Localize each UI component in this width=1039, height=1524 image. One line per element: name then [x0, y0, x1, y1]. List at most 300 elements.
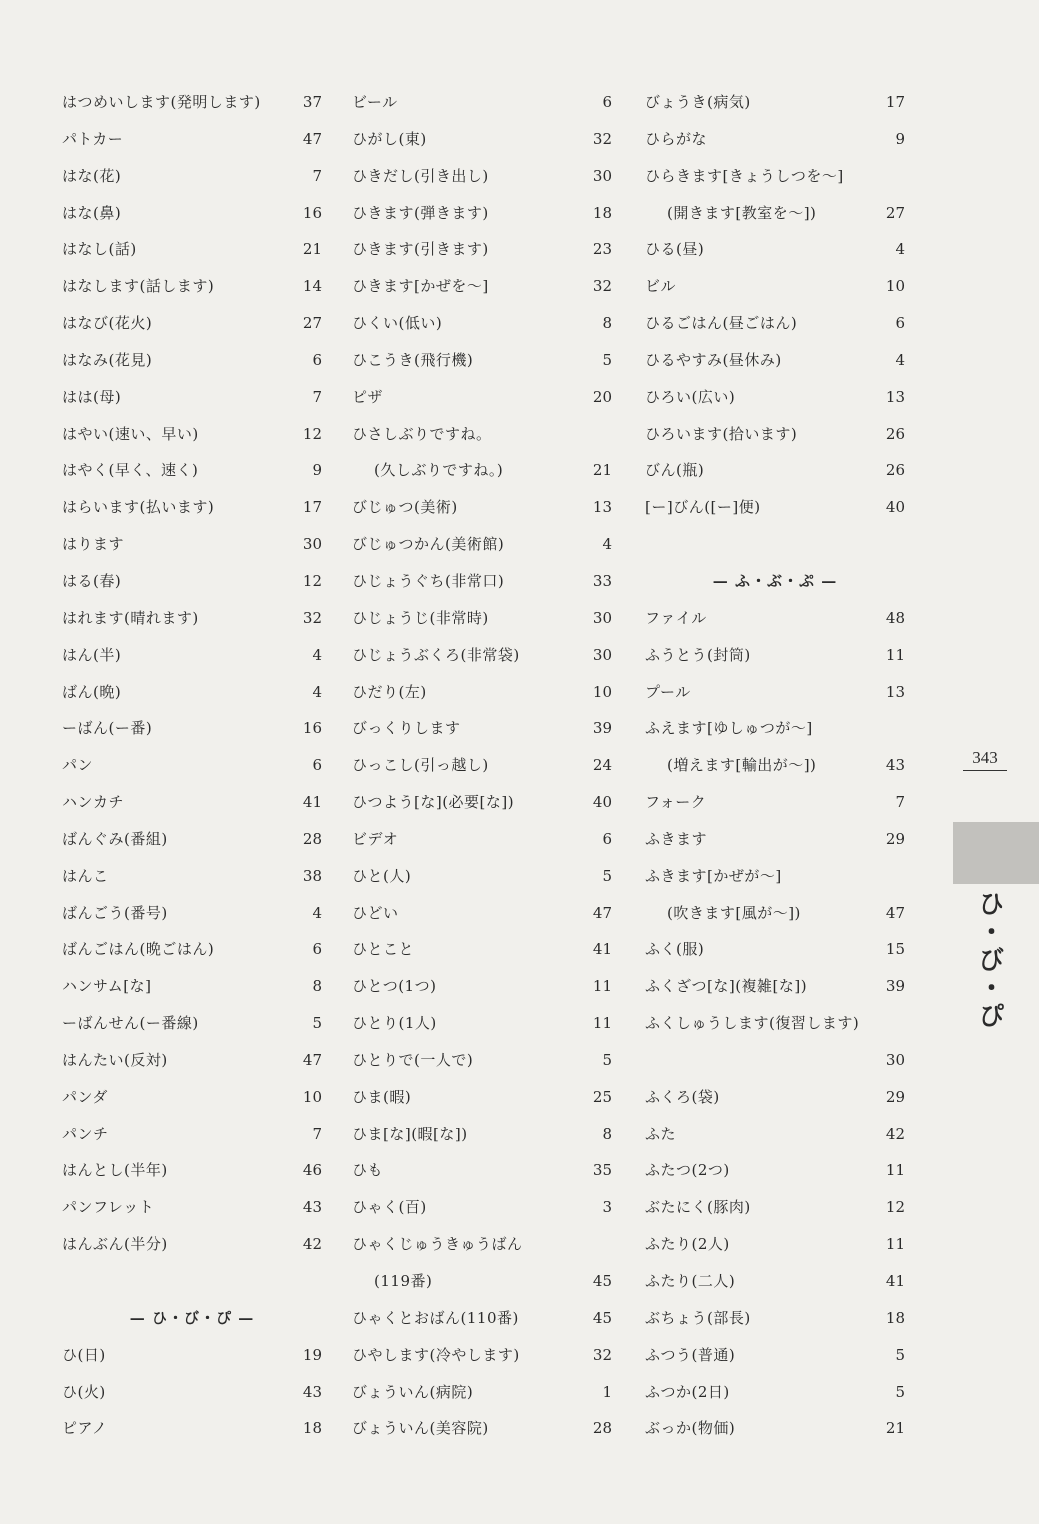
entry-lesson-number: 43 [885, 756, 905, 775]
entry-term: はな(花) [62, 166, 122, 185]
section-marker: ひ・び・ぴ [974, 890, 1004, 1030]
index-entry [645, 931, 905, 968]
entry-term: ふくしゅうします(復習します) [645, 1014, 860, 1033]
entry-term: ひきます(弾きます) [352, 203, 489, 222]
index-entry [62, 1337, 322, 1374]
entry-term: ばんごう(番号) [62, 903, 168, 922]
entry-lesson-number: 18 [592, 203, 612, 222]
entry-lesson-number: 16 [302, 203, 322, 222]
entry-lesson-number: 11 [885, 645, 905, 664]
index-entry [62, 1152, 322, 1189]
index-column-3 [645, 84, 905, 1447]
index-entry [645, 526, 905, 563]
entry-term: プール [645, 682, 691, 701]
entry-term: ファイル [645, 608, 707, 627]
entry-lesson-number: 7 [312, 387, 322, 406]
index-entry [352, 158, 612, 195]
index-entry [62, 121, 322, 158]
entry-lesson-number: 15 [885, 940, 905, 959]
index-entry [645, 1005, 905, 1042]
entry-term: ひらきます[きょうしつを〜] [645, 166, 844, 185]
entry-lesson-number: 23 [592, 240, 612, 259]
index-entry [62, 379, 322, 416]
entry-lesson-number: 37 [302, 93, 322, 111]
entry-term: ふく(服) [645, 940, 705, 959]
entry-term: びょういん(美容院) [352, 1419, 489, 1438]
index-entry [645, 637, 905, 674]
index-entry [645, 1152, 905, 1189]
index-entry [645, 821, 905, 858]
entry-lesson-number: 21 [592, 461, 612, 480]
entry-term: ひま[な](暇[な]) [352, 1124, 468, 1143]
entry-term: はつめいします(発明します) [62, 93, 261, 111]
index-entry [645, 600, 905, 637]
index-entry [62, 821, 322, 858]
entry-lesson-number: 5 [602, 350, 612, 369]
entry-lesson-number: 7 [312, 166, 322, 185]
entry-term: ばんごはん(晩ごはん) [62, 940, 215, 959]
entry-lesson-number: 7 [895, 793, 905, 812]
entry-term: ひくい(低い) [352, 314, 443, 333]
entry-lesson-number: 4 [602, 535, 612, 554]
index-entry [62, 1410, 322, 1447]
index-entry [352, 268, 612, 305]
index-entry [62, 489, 322, 526]
entry-term: びょういん(病院) [352, 1382, 474, 1401]
entry-term: ひゃくじゅうきゅうばん [352, 1235, 523, 1254]
entry-lesson-number: 12 [885, 1198, 905, 1217]
index-entry [352, 821, 612, 858]
entry-term: ビル [645, 277, 677, 296]
entry-term: ひっこし(引っ越し) [352, 756, 489, 775]
entry-term: パンフレット [62, 1198, 155, 1217]
entry-term: ひる(昼) [645, 240, 705, 259]
entry-term: ひきだし(引き出し) [352, 166, 489, 185]
index-entry [62, 526, 322, 563]
entry-lesson-number: 12 [302, 571, 322, 590]
entry-lesson-number: 45 [592, 1308, 612, 1327]
entry-lesson-number: 13 [885, 387, 905, 406]
index-entry [352, 489, 612, 526]
index-entry [352, 379, 612, 416]
index-entry [62, 1263, 322, 1300]
entry-lesson-number: 38 [302, 866, 322, 885]
entry-lesson-number: 46 [302, 1161, 322, 1180]
entry-term: (久しぶりですね。) [374, 461, 504, 480]
entry-lesson-number: 40 [885, 498, 905, 517]
entry-lesson-number: 10 [592, 682, 612, 701]
entry-term: ーばんせん(ー番線) [62, 1014, 199, 1033]
entry-term: はんとし(半年) [62, 1161, 168, 1180]
entry-term: ひとこと [352, 940, 415, 959]
entry-lesson-number: 24 [592, 756, 612, 775]
entry-lesson-number: 13 [592, 498, 612, 517]
entry-term: びじゅつ(美術) [352, 498, 458, 517]
entry-lesson-number: 17 [885, 93, 905, 111]
entry-term: ふつう(普通) [645, 1345, 736, 1364]
index-entry [62, 710, 322, 747]
entry-lesson-number: 27 [885, 203, 905, 222]
index-entry [352, 931, 612, 968]
entry-lesson-number: 30 [885, 1050, 905, 1069]
index-entry [352, 1226, 612, 1263]
index-entry [645, 121, 905, 158]
entry-lesson-number: 47 [302, 1050, 322, 1069]
index-entry [645, 1079, 905, 1116]
entry-term: ひつよう[な](必要[な]) [352, 793, 515, 812]
entry-lesson-number: 9 [895, 129, 905, 148]
index-entry [62, 637, 322, 674]
entry-term: ふきます[かぜが〜] [645, 866, 782, 885]
entry-term: ぶちょう(部長) [645, 1308, 751, 1327]
entry-term: ふうとう(封筒) [645, 645, 751, 664]
entry-term: パンダ [62, 1087, 108, 1106]
index-entry [645, 489, 905, 526]
index-entry [352, 1005, 612, 1042]
index-entry [352, 1116, 612, 1153]
entry-term: ふえます[ゆしゅつが〜] [645, 719, 813, 738]
index-entry [645, 895, 905, 932]
entry-lesson-number: 30 [592, 608, 612, 627]
index-entry [645, 379, 905, 416]
index-entry [645, 784, 905, 821]
entry-lesson-number: 6 [602, 93, 612, 111]
entry-term: はなし(話) [62, 240, 137, 259]
entry-lesson-number: 4 [312, 682, 322, 701]
entry-term: ひさしぶりですね。 [352, 424, 492, 443]
index-entry [645, 305, 905, 342]
index-entry [62, 1374, 322, 1411]
entry-lesson-number: 41 [592, 940, 612, 959]
entry-lesson-number: 6 [895, 314, 905, 333]
entry-term: ハンサム[な] [62, 977, 152, 996]
entry-term: ひゃくとおばん(110番) [352, 1308, 519, 1327]
index-column-2 [352, 84, 612, 1447]
entry-term: はなみ(花見) [62, 350, 153, 369]
entry-term: はやい(速い、早い) [62, 424, 199, 443]
index-entry [352, 452, 612, 489]
index-entry [62, 1226, 322, 1263]
entry-term: ひじょうぶくろ(非常袋) [352, 645, 520, 664]
entry-term: はん(半) [62, 645, 122, 664]
index-entry [62, 84, 322, 121]
entry-term: はな(鼻) [62, 203, 122, 222]
entry-term: [ー]びん([ー]便) [645, 498, 761, 517]
entry-term: はれます(晴れます) [62, 608, 199, 627]
entry-term: はんこ [62, 866, 109, 885]
entry-term: ピザ [352, 387, 384, 406]
entry-term: ひこうき(飛行機) [352, 350, 474, 369]
entry-term: (119番) [374, 1272, 433, 1290]
entry-term: (開きます[教室を〜]) [667, 203, 817, 222]
entry-term: はる(春) [62, 571, 122, 590]
entry-lesson-number: 3 [602, 1198, 612, 1217]
entry-lesson-number: 10 [885, 277, 905, 296]
entry-lesson-number: 40 [592, 793, 612, 812]
entry-lesson-number: 7 [312, 1124, 322, 1143]
entry-lesson-number: 43 [302, 1382, 322, 1401]
entry-lesson-number: 9 [312, 461, 322, 480]
index-entry [62, 1005, 322, 1042]
index-entry [62, 158, 322, 195]
entry-term: ふたり(2人) [645, 1235, 730, 1254]
entry-lesson-number: 19 [302, 1345, 322, 1364]
index-entry [645, 452, 905, 489]
index-entry [352, 858, 612, 895]
index-entry [352, 1337, 612, 1374]
entry-lesson-number: 4 [312, 645, 322, 664]
entry-lesson-number: 18 [885, 1308, 905, 1327]
index-entry [352, 674, 612, 711]
thumb-index-tab [953, 822, 1039, 884]
entry-term: ばんぐみ(番組) [62, 829, 168, 848]
index-entry [62, 931, 322, 968]
index-entry [62, 784, 322, 821]
entry-lesson-number: 30 [302, 535, 322, 554]
index-entry [352, 342, 612, 379]
entry-term: はらいます(払います) [62, 498, 215, 517]
entry-term: ひやします(冷やします) [352, 1345, 520, 1364]
index-entry [62, 416, 322, 453]
index-entry [62, 1042, 322, 1079]
entry-lesson-number: 4 [895, 350, 905, 369]
index-entry [352, 1079, 612, 1116]
entry-term: ふきます [645, 829, 708, 848]
section-heading-label: — ふ・ぶ・ぷ — [712, 571, 838, 590]
entry-term: はんたい(反対) [62, 1050, 168, 1069]
entry-lesson-number: 4 [312, 903, 322, 922]
index-entry [645, 1226, 905, 1263]
index-entry [645, 158, 905, 195]
entry-term: ひま(暇) [352, 1087, 412, 1106]
entry-term: ぶたにく(豚肉) [645, 1198, 751, 1217]
index-entry [352, 600, 612, 637]
index-entry [352, 1300, 612, 1337]
index-column-1 [62, 84, 322, 1447]
entry-lesson-number: 8 [312, 977, 322, 996]
entry-term: パンチ [62, 1124, 109, 1143]
entry-term: ひがし(東) [352, 129, 427, 148]
entry-term: ピアノ [62, 1419, 108, 1438]
entry-lesson-number: 41 [302, 793, 322, 812]
entry-term: びん(瓶) [645, 461, 705, 480]
index-entry [645, 858, 905, 895]
entry-lesson-number: 14 [302, 277, 322, 296]
entry-term: ふた [645, 1124, 677, 1143]
entry-lesson-number: 5 [895, 1345, 905, 1364]
index-entry [352, 1263, 612, 1300]
index-entry [645, 1263, 905, 1300]
entry-lesson-number: 6 [312, 940, 322, 959]
entry-lesson-number: 29 [885, 1087, 905, 1106]
entry-lesson-number: 4 [895, 240, 905, 259]
entry-term: ひじょうぐち(非常口) [352, 571, 505, 590]
entry-lesson-number: 11 [592, 1014, 612, 1033]
entry-term: ふたつ(2つ) [645, 1161, 730, 1180]
entry-term: びっくりします [352, 719, 461, 738]
entry-term: パン [62, 756, 94, 775]
index-entry [645, 710, 905, 747]
index-entry [352, 231, 612, 268]
entry-lesson-number: 8 [602, 1124, 612, 1143]
index-entry [352, 1152, 612, 1189]
entry-term: ばん(晩) [62, 682, 122, 701]
index-entry [62, 895, 322, 932]
entry-term: ひるやすみ(昼休み) [645, 350, 782, 369]
entry-term: はんぶん(半分) [62, 1235, 168, 1254]
entry-lesson-number: 20 [592, 387, 612, 406]
entry-lesson-number: 6 [602, 829, 612, 848]
index-entry [62, 968, 322, 1005]
entry-lesson-number: 6 [312, 756, 322, 775]
index-entry [645, 416, 905, 453]
entry-lesson-number: 29 [885, 829, 905, 848]
entry-lesson-number: 39 [885, 977, 905, 996]
entry-lesson-number: 30 [592, 166, 612, 185]
entry-term: (増えます[輸出が〜]) [667, 756, 817, 775]
index-entry [62, 231, 322, 268]
entry-lesson-number: 32 [302, 608, 322, 627]
entry-lesson-number: 35 [592, 1161, 612, 1180]
entry-lesson-number: 11 [885, 1161, 905, 1180]
entry-lesson-number: 10 [302, 1087, 322, 1106]
entry-lesson-number: 5 [602, 866, 612, 885]
index-entry [645, 231, 905, 268]
index-entry [645, 747, 905, 784]
index-entry [352, 1189, 612, 1226]
entry-term: ふつか(2日) [645, 1382, 730, 1401]
entry-term: ふたり(二人) [645, 1272, 736, 1290]
entry-term: ふくざつ[な](複雑[な]) [645, 977, 808, 996]
index-entry [352, 1374, 612, 1411]
entry-term: ひどい [352, 903, 399, 922]
index-entry [62, 747, 322, 784]
entry-lesson-number: 21 [885, 1419, 905, 1438]
index-entry [352, 895, 612, 932]
index-entry [645, 1374, 905, 1411]
index-entry [62, 600, 322, 637]
section-heading [62, 1300, 322, 1337]
entry-lesson-number: 13 [885, 682, 905, 701]
entry-lesson-number: 18 [302, 1419, 322, 1438]
entry-lesson-number: 42 [302, 1235, 322, 1254]
entry-term: ひだり(左) [352, 682, 427, 701]
entry-term: ひ(火) [62, 1382, 106, 1401]
entry-lesson-number: 11 [885, 1235, 905, 1254]
entry-term: ぶっか(物価) [645, 1419, 736, 1438]
entry-lesson-number: 32 [592, 1345, 612, 1364]
entry-lesson-number: 17 [302, 498, 322, 517]
entry-term: ひろい(広い) [645, 387, 736, 406]
entry-term: ひきます[かぜを〜] [352, 277, 489, 296]
entry-term: ビデオ [352, 829, 399, 848]
index-entry [645, 1300, 905, 1337]
entry-lesson-number: 1 [602, 1382, 612, 1401]
entry-term: びじゅつかん(美術館) [352, 535, 505, 554]
entry-term: びょうき(病気) [645, 93, 751, 111]
page-number: 343 [963, 748, 1007, 771]
entry-term: はやく(早く、速く) [62, 461, 199, 480]
index-entry [352, 121, 612, 158]
index-entry [352, 637, 612, 674]
entry-lesson-number: 32 [592, 277, 612, 296]
index-entry [645, 968, 905, 1005]
entry-lesson-number: 26 [885, 461, 905, 480]
entry-lesson-number: 5 [312, 1014, 322, 1033]
index-entry [62, 268, 322, 305]
entry-term: ひも [352, 1161, 384, 1180]
entry-lesson-number: 47 [592, 903, 612, 922]
entry-lesson-number: 47 [885, 903, 905, 922]
entry-lesson-number: 43 [302, 1198, 322, 1217]
entry-lesson-number: 5 [602, 1050, 612, 1069]
entry-lesson-number: 21 [302, 240, 322, 259]
index-entry [62, 858, 322, 895]
entry-term: ひきます(引きます) [352, 240, 489, 259]
entry-term: ひと(人) [352, 866, 412, 885]
entry-lesson-number: 26 [885, 424, 905, 443]
entry-lesson-number: 28 [592, 1419, 612, 1438]
entry-lesson-number: 25 [592, 1087, 612, 1106]
index-entry [645, 674, 905, 711]
entry-term: ひらがな [645, 129, 708, 148]
index-entry [352, 195, 612, 232]
entry-term: パトカー [62, 129, 124, 148]
entry-term: ふくろ(袋) [645, 1087, 720, 1106]
index-entry [62, 1079, 322, 1116]
entry-term: ひゃく(百) [352, 1198, 427, 1217]
index-entry [645, 195, 905, 232]
entry-term: ハンカチ [62, 793, 125, 812]
index-entry [645, 1410, 905, 1447]
entry-lesson-number: 16 [302, 719, 322, 738]
index-entry [352, 563, 612, 600]
index-entry [62, 563, 322, 600]
index-entry [352, 784, 612, 821]
section-heading [645, 563, 905, 600]
entry-lesson-number: 28 [302, 829, 322, 848]
index-entry [645, 1337, 905, 1374]
index-entry [352, 526, 612, 563]
entry-lesson-number: 30 [592, 645, 612, 664]
index-entry [62, 305, 322, 342]
index-entry [352, 710, 612, 747]
index-entry [62, 452, 322, 489]
index-entry [645, 84, 905, 121]
index-entry [645, 1042, 905, 1079]
index-entry [62, 1116, 322, 1153]
entry-term: はなび(花火) [62, 314, 153, 333]
entry-term: ひとり(1人) [352, 1014, 437, 1033]
entry-term: はは(母) [62, 387, 122, 406]
entry-term: はります [62, 535, 125, 554]
entry-lesson-number: 8 [602, 314, 612, 333]
entry-lesson-number: 6 [312, 350, 322, 369]
entry-lesson-number: 5 [895, 1382, 905, 1401]
entry-term: はなします(話します) [62, 277, 215, 296]
index-entry [352, 84, 612, 121]
entry-term: ビール [352, 93, 398, 111]
entry-term: ひ(日) [62, 1345, 106, 1364]
index-entry [645, 342, 905, 379]
entry-lesson-number: 39 [592, 719, 612, 738]
index-entry [645, 268, 905, 305]
index-entry [352, 416, 612, 453]
index-entry [62, 674, 322, 711]
entry-lesson-number: 48 [885, 608, 905, 627]
index-entry [352, 747, 612, 784]
index-entry [62, 342, 322, 379]
